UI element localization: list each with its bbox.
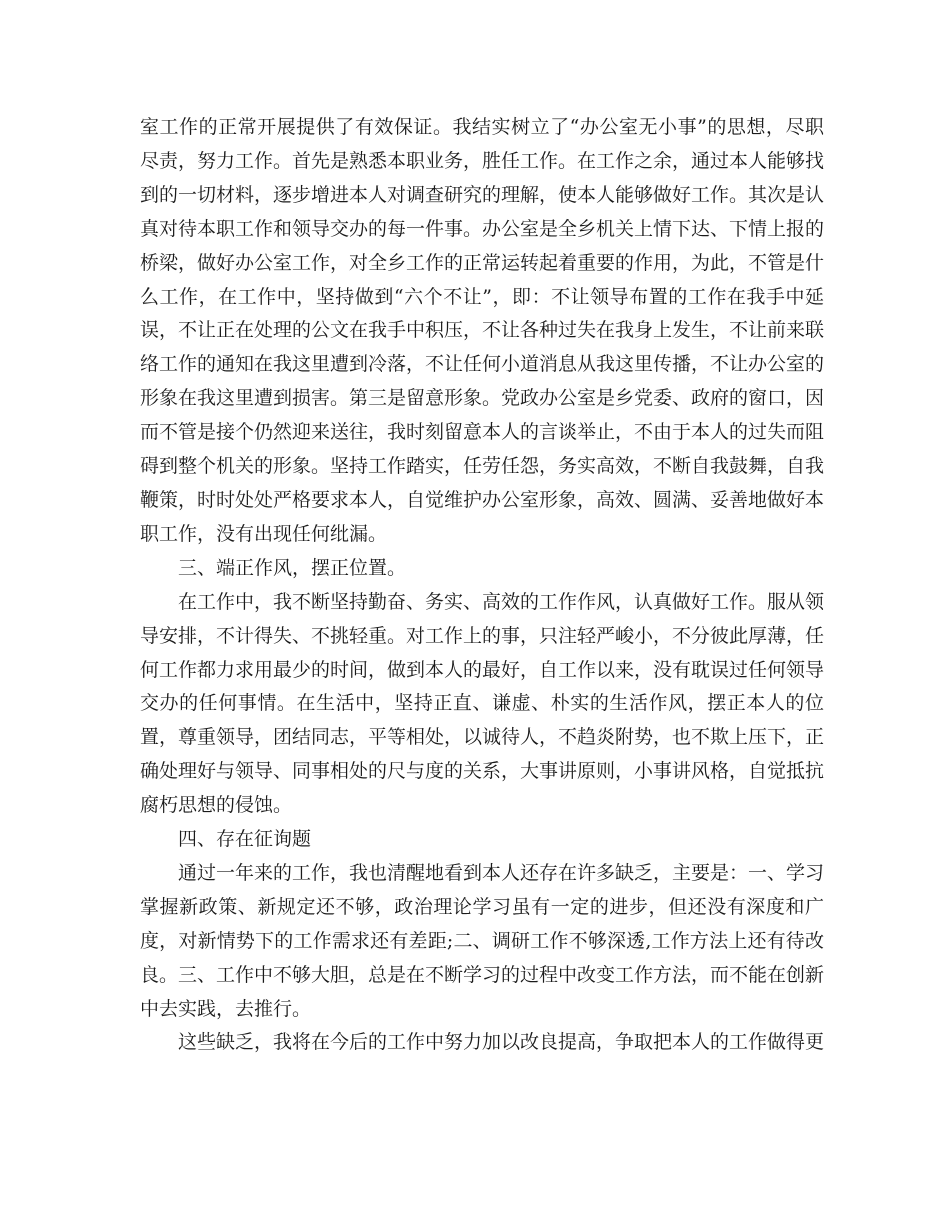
section-heading-three: 三、端正作风，摆正位置。 — [178, 556, 407, 579]
paragraph-work-style: 在工作中，我不断坚持勤奋、务实、高效的工作作风，认真做好工作。服从领导安排，不计得失、不挑轻重。对工作上的事，只注轻严峻小，不分彼此厚薄，任何工作都力求用最少的时间，做到本人的最好，自工作以来，没有耽误过任何领导交办的任何事情。在生活中，坚持正直、谦虚、朴实的生活作风，摆正本人的位置，尊重领导，团结同志，平等相处，以诚待人，不趋炎附势，也不欺上压下，正确处理好与领导、同事相处的尺与度的关系，大事讲原则，小事讲风格，自觉抵抗腐朽思想的侵蚀。 — [140, 590, 825, 817]
paragraph-continued: 室工作的正常开展提供了有效保证。我结实树立了“办公室无小事”的思想，尽职尽责，努力工作。首先是熟悉本职业务，胜任工作。在工作之余，通过本人能够找到的一切材料，逐步增进本人对调查研究的理解，使本人能够做好工作。其次是认真对待本职工作和领导交办的每一件事。办公室是全乡机关上情下达、下情上报的桥梁，做好办公室工作，对全乡工作的正常运转起着重要的作用，为此，不管是什么工作，在工作中，坚持做到“六个不让”，即：不让领导布置的工作在我手中延误，不让正在处理的公文在我手中积压，不让各种过失在我身上发生，不让前来联络工作的通知在我这里遭到冷落，不让任何小道消息从我这里传播，不让办公室的形象在我这里遭到损害。第三是留意形象。党政办公室是乡党委、政府的窗口，因而不管是接个仍然迎来送往，我时刻留意本人的言谈举止，不由于本人的过失而阻碍到整个机关的形象。坚持工作踏实，任劳任怨，务实高效，不断自我鼓舞，自我鞭策，时时处处严格要求本人，自觉维护办公室形象，高效、圆满、妥善地做好本职工作，没有出现任何纰漏。 — [140, 116, 825, 545]
paragraph-improvement: 这些缺乏，我将在今后的工作中努力加以改良提高，争取把本人的工作做得更 — [178, 1031, 825, 1054]
paragraph-shortcomings: 通过一年来的工作，我也清醒地看到本人还存在许多缺乏，主要是：一、学习掌握新政策、新规定还不够，政治理论学习虽有一定的进步，但还没有深度和广度，对新情势下的工作需求还有差距;二、调研工作不够深透,工作方法上还有待改良。三、工作中不够大胆，总是在不断学习的过程中改变工作方法，而不能在创新中去实践，去推行。 — [140, 861, 825, 1020]
section-heading-four: 四、存在征询题 — [178, 828, 312, 851]
document-body — [140, 111, 824, 1060]
